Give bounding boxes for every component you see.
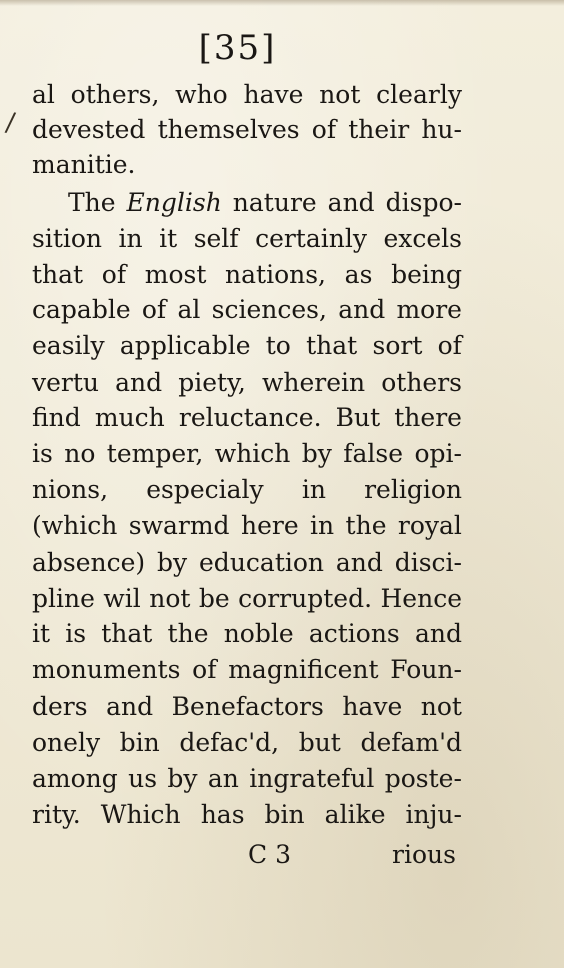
word: defam'd	[360, 728, 462, 757]
word: (which	[32, 511, 118, 540]
word: not	[319, 80, 361, 109]
word: has	[200, 800, 245, 829]
margin-annotation-mark: /	[3, 107, 17, 139]
word: and	[335, 548, 383, 577]
word: education	[199, 548, 325, 577]
word: onely	[32, 728, 101, 757]
word: manitie.	[32, 150, 136, 179]
word: is	[65, 619, 87, 648]
word: being	[391, 260, 462, 289]
word: poste-	[384, 764, 462, 793]
word: rity.	[32, 800, 81, 829]
word: of	[311, 115, 337, 144]
word: wherein	[261, 368, 366, 397]
word: hu-	[421, 115, 462, 144]
text-line	[32, 82, 462, 107]
word: devested	[32, 115, 146, 144]
word: that	[306, 331, 358, 360]
word: have	[342, 692, 403, 721]
word: the	[167, 619, 209, 648]
word: applicable	[119, 331, 251, 360]
text-line	[32, 370, 462, 395]
word: nions,	[32, 475, 109, 504]
word: opi-	[414, 439, 462, 468]
word: religion	[364, 475, 462, 504]
word: that	[32, 260, 84, 289]
text-line	[32, 694, 462, 719]
word: find	[32, 403, 81, 432]
word: who	[175, 80, 228, 109]
word: which	[214, 439, 291, 468]
word: ders	[32, 692, 88, 721]
word: especialy	[146, 475, 264, 504]
text-line	[68, 190, 462, 215]
word: English	[126, 188, 222, 217]
word: us	[128, 764, 158, 793]
word: al	[32, 80, 55, 109]
text-line	[32, 226, 462, 251]
word: have	[243, 80, 304, 109]
word: of	[141, 295, 167, 324]
text-line	[32, 730, 462, 755]
word: bin	[119, 728, 160, 757]
word: The	[68, 188, 116, 217]
word: more	[396, 295, 462, 324]
word: of	[101, 260, 127, 289]
page-edge-shadow	[0, 0, 564, 6]
word: temper,	[106, 439, 204, 468]
word: not	[420, 692, 462, 721]
catchword: rious	[392, 840, 456, 869]
word: it	[32, 619, 51, 648]
word: disci-	[394, 548, 462, 577]
word: the	[345, 511, 387, 540]
word: not	[149, 584, 191, 613]
word: sition	[32, 224, 103, 253]
word: sciences,	[211, 295, 327, 324]
text-line	[32, 621, 462, 646]
word: and	[414, 619, 462, 648]
word: and	[338, 295, 386, 324]
word: Benefactors	[171, 692, 324, 721]
word: self	[193, 224, 239, 253]
word: sort	[372, 331, 423, 360]
word: nature	[232, 188, 317, 217]
word: here	[240, 511, 299, 540]
text-line	[32, 117, 462, 142]
word: by	[157, 548, 188, 577]
signature-mark: C 3	[248, 840, 291, 869]
word: capable	[32, 295, 131, 324]
text-line	[32, 333, 462, 358]
word: no	[64, 439, 96, 468]
word: clearly	[376, 80, 462, 109]
word: there	[394, 403, 462, 432]
word: and	[115, 368, 163, 397]
word: monuments	[32, 655, 181, 684]
text-line	[32, 802, 462, 827]
word: alike	[324, 800, 386, 829]
word: actions	[308, 619, 400, 648]
word: others,	[70, 80, 160, 109]
word: easily	[32, 331, 105, 360]
word: vertu	[32, 368, 100, 397]
word: magnificent	[228, 655, 379, 684]
text-line	[32, 550, 462, 575]
word: their	[348, 115, 410, 144]
word: of	[437, 331, 462, 360]
word: that	[101, 619, 153, 648]
word: of	[192, 655, 217, 684]
word: royal	[397, 511, 462, 540]
word: Foun-	[390, 655, 462, 684]
word: by	[301, 439, 332, 468]
word: swarmd	[128, 511, 230, 540]
text-line	[32, 441, 462, 466]
word: pline	[32, 584, 95, 613]
word: and	[327, 188, 375, 217]
word: to	[265, 331, 291, 360]
word: bin	[264, 800, 305, 829]
text-line	[32, 405, 462, 430]
word: as	[344, 260, 373, 289]
word: ingrateful	[249, 764, 375, 793]
word: piety,	[178, 368, 246, 397]
word: in	[301, 475, 326, 504]
text-line	[32, 766, 462, 791]
word: reluctance.	[178, 403, 322, 432]
word: an	[207, 764, 239, 793]
word: corrupted.	[238, 584, 373, 613]
word: certainly	[255, 224, 367, 253]
text-line	[32, 657, 462, 682]
text-line	[32, 152, 462, 177]
word: noble	[223, 619, 294, 648]
word: much	[94, 403, 165, 432]
page-number: [35]	[198, 28, 277, 68]
word: wil	[103, 584, 141, 613]
text-line	[32, 586, 462, 611]
word: al	[177, 295, 201, 324]
word: defac'd,	[179, 728, 280, 757]
text-line	[32, 477, 462, 502]
text-line	[32, 297, 462, 322]
word: Hence	[380, 584, 462, 613]
text-line	[32, 513, 462, 538]
word: nations,	[225, 260, 327, 289]
word: absence)	[32, 548, 146, 577]
word: themselves	[157, 115, 300, 144]
word: in	[310, 511, 335, 540]
word: dispo-	[385, 188, 462, 217]
word: Which	[100, 800, 181, 829]
word: and	[106, 692, 154, 721]
word: is	[32, 439, 53, 468]
word: among	[32, 764, 118, 793]
text-line	[32, 262, 462, 287]
word: false	[343, 439, 404, 468]
word: others	[381, 368, 462, 397]
word: in	[118, 224, 143, 253]
word: be	[198, 584, 230, 613]
word: inju-	[405, 800, 462, 829]
word: most	[144, 260, 207, 289]
word: But	[335, 403, 381, 432]
word: but	[298, 728, 341, 757]
word: it	[159, 224, 178, 253]
word: by	[167, 764, 198, 793]
word: excels	[383, 224, 462, 253]
